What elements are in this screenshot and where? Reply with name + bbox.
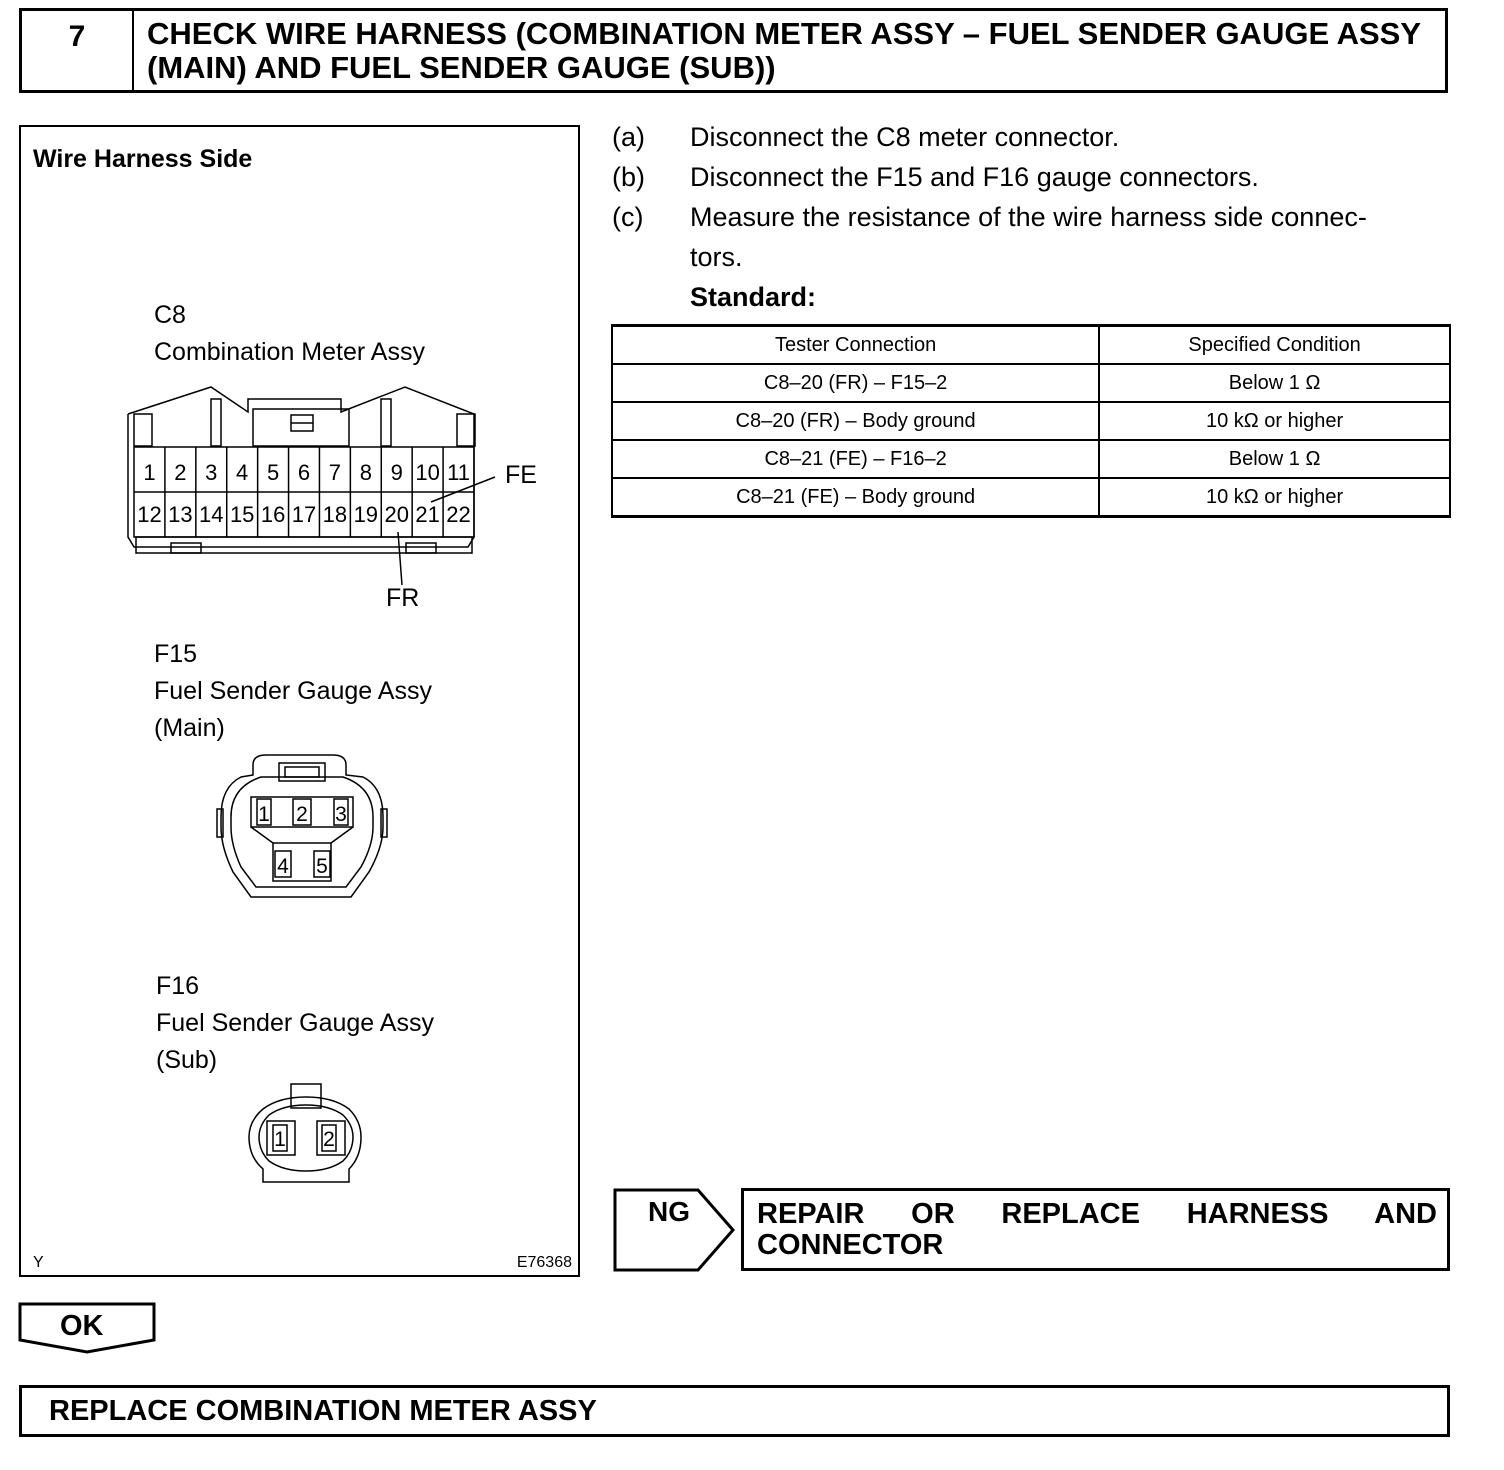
f15-code: F15 [154,640,198,668]
connector-figure [19,125,580,1277]
c8-pin-label: 4 [236,460,249,485]
step-a-text: Disconnect the C8 meter connector. [690,122,1120,152]
f16-code: F16 [156,972,200,1000]
f16-sub: (Sub) [156,1046,218,1074]
header-tester-connection: Tester Connection [612,326,1099,365]
spec-table [611,324,1451,518]
c8-pin-label: 9 [390,460,403,485]
tester-connection-cell: C8–20 (FR) – F15–2 [612,364,1099,402]
c8-fe-label: FE [505,461,537,489]
f15-pin-label: 1 [258,803,270,826]
c8-pin-label: 10 [415,460,440,485]
table-row [612,440,1450,478]
step-b-key: (b) [612,162,645,192]
step-a-key: (a) [612,122,645,152]
c8-pin-label: 19 [353,502,379,527]
c8-fr-label: FR [386,584,420,612]
f15-pin-label: 2 [296,803,308,826]
step-c-key: (c) [612,202,644,232]
c8-pin-label: 21 [415,502,440,527]
step-b-text: Disconnect the F15 and F16 gauge connectors. [690,162,1259,192]
tester-connection-cell: C8–21 (FE) – Body ground [612,478,1099,517]
condition-cell: 10 kΩ or higher [1099,402,1450,440]
figure-corner-left: Y [33,1254,44,1271]
f16-pin-label: 1 [274,1128,286,1151]
c8-pin-label: 17 [291,502,317,527]
c8-pin-label: 5 [266,460,280,485]
c8-pin-label: 22 [446,502,471,527]
connector-diagram [21,127,578,1275]
c8-pin-label: 18 [322,502,348,527]
step-c-text-continued: tors. [690,242,743,272]
f15-pin-label: 3 [335,803,347,826]
step-title: CHECK WIRE HARNESS (COMBINATION METER ASSY – FUEL SENDER GAUGE ASSY (MAIN) AND FUEL SENDER GAUGE (SUB)) [147,16,1421,85]
final-action-box [19,1385,1450,1437]
ng-result-text: REPAIR OR REPLACE HARNESS AND CONNECTOR [757,1198,1437,1261]
c8-pin-label: 14 [199,502,224,527]
f15-pin-label: 4 [277,855,289,878]
c8-name: Combination Meter Assy [154,338,425,366]
f16-pin-label: 2 [323,1128,335,1151]
ng-label: NG [648,1196,690,1227]
c8-pin-label: 11 [447,460,470,485]
standard-label: Standard: [690,282,817,312]
condition-cell: Below 1 Ω [1099,440,1450,478]
f15-pin-label: 5 [316,855,328,878]
figure-id: E76368 [516,1254,572,1271]
ng-result-box [741,1188,1450,1271]
condition-cell: Below 1 Ω [1099,364,1450,402]
f15-connector [217,755,387,897]
c8-pin-label: 15 [229,502,255,527]
f16-connector [249,1084,361,1182]
f15-name: Fuel Sender Gauge Assy [154,677,432,705]
step-c-text: Measure the resistance of the wire harness side connec- [690,202,1367,232]
final-action-text: REPLACE COMBINATION METER ASSY [49,1395,597,1427]
table-row [612,478,1450,517]
figure-heading: Wire Harness Side [33,145,253,173]
condition-cell: 10 kΩ or higher [1099,478,1450,517]
c8-pin-label: 20 [384,502,409,527]
c8-pin-label: 8 [359,460,372,485]
step-header [19,8,1448,93]
tester-connection-cell: C8–20 (FR) – Body ground [612,402,1099,440]
step-number: 7 [22,11,134,90]
c8-pin-label: 6 [297,460,311,485]
c8-pin-label: 1 [143,460,156,485]
table-row [612,364,1450,402]
tester-connection-cell: C8–21 (FE) – F16–2 [612,440,1099,478]
c8-pin-label: 12 [137,502,162,527]
c8-code: C8 [154,301,186,329]
ok-label: OK [60,1310,104,1342]
table-header-row [612,326,1450,365]
c8-pin-label: 13 [168,502,193,527]
table-row [612,402,1450,440]
c8-pin-label: 7 [328,460,342,485]
c8-pin-label: 2 [174,460,187,485]
f15-sub: (Main) [154,714,225,742]
c8-pin-label: 3 [205,460,218,485]
c8-pin-label: 16 [260,502,286,527]
f16-name: Fuel Sender Gauge Assy [156,1009,434,1037]
header-specified-condition: Specified Condition [1099,326,1450,365]
